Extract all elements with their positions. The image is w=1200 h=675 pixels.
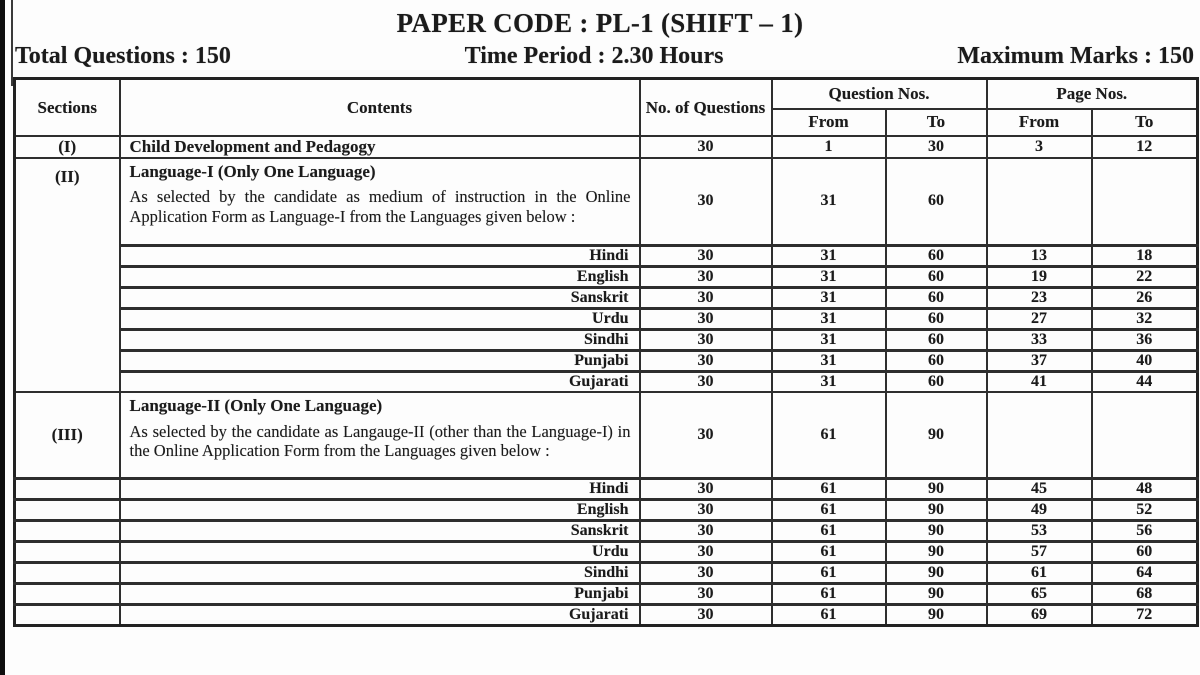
num-cell: 12 xyxy=(1092,136,1198,158)
num-cell: 60 xyxy=(886,351,987,372)
num-cell: 90 xyxy=(886,583,987,604)
num-cell: 30 xyxy=(640,583,772,604)
num-cell: 30 xyxy=(640,392,772,478)
num-cell: 19 xyxy=(987,267,1092,288)
num-cell: 41 xyxy=(987,372,1092,393)
section-row-II xyxy=(15,158,1198,246)
num-cell: 31 xyxy=(772,372,886,393)
language-row xyxy=(15,351,1198,372)
section-contents xyxy=(120,392,640,478)
col-header-page-to: To xyxy=(1092,109,1198,136)
language-row xyxy=(15,478,1198,499)
table-header xyxy=(15,79,1198,136)
num-cell xyxy=(987,158,1092,246)
num-cell: 61 xyxy=(772,583,886,604)
num-cell: 18 xyxy=(1092,246,1198,267)
language-name: Sindhi xyxy=(120,562,640,583)
num-cell: 30 xyxy=(640,330,772,351)
num-cell: 27 xyxy=(987,309,1092,330)
language-row xyxy=(15,267,1198,288)
num-cell: 61 xyxy=(772,541,886,562)
language-name: Sanskrit xyxy=(120,520,640,541)
section-row-III xyxy=(15,392,1198,478)
num-cell: 30 xyxy=(640,604,772,625)
num-cell: 31 xyxy=(772,309,886,330)
num-cell: 30 xyxy=(640,309,772,330)
language-row xyxy=(15,604,1198,625)
num-cell xyxy=(1092,158,1198,246)
num-cell: 60 xyxy=(886,288,987,309)
num-cell: 30 xyxy=(640,267,772,288)
num-cell: 31 xyxy=(772,351,886,372)
num-cell: 30 xyxy=(640,478,772,499)
language-row xyxy=(15,288,1198,309)
maximum-marks-label: Maximum Marks : 150 xyxy=(957,43,1194,69)
section-label-empty xyxy=(15,583,120,604)
num-cell: 69 xyxy=(987,604,1092,625)
section-label-empty xyxy=(15,478,120,499)
col-header-page-nos: Page Nos. xyxy=(987,79,1198,109)
num-cell: 90 xyxy=(886,520,987,541)
num-cell: 36 xyxy=(1092,330,1198,351)
language-name: Gujarati xyxy=(120,372,640,393)
language-name: English xyxy=(120,267,640,288)
language-row xyxy=(15,246,1198,267)
num-cell: 32 xyxy=(1092,309,1198,330)
section-description: As selected by the candidate as medium of instruction in the Online Application Form as Language-I from the Languages given below : xyxy=(129,187,631,226)
num-cell: 61 xyxy=(772,520,886,541)
num-cell: 30 xyxy=(640,562,772,583)
num-cell: 61 xyxy=(772,392,886,478)
num-cell: 60 xyxy=(886,158,987,246)
num-cell: 61 xyxy=(772,604,886,625)
section-label-empty xyxy=(15,499,120,520)
col-header-question-nos: Question Nos. xyxy=(772,79,987,109)
num-cell: 31 xyxy=(772,267,886,288)
section-title: Language-I (Only One Language) xyxy=(129,161,376,181)
num-cell: 72 xyxy=(1092,604,1198,625)
language-row xyxy=(15,372,1198,393)
num-cell: 22 xyxy=(1092,267,1198,288)
section-contents xyxy=(120,158,640,246)
num-cell: 37 xyxy=(987,351,1092,372)
section-label-empty xyxy=(15,562,120,583)
num-cell: 56 xyxy=(1092,520,1198,541)
num-cell: 65 xyxy=(987,583,1092,604)
language-row xyxy=(15,309,1198,330)
num-cell: 30 xyxy=(640,136,772,158)
paper-structure-table xyxy=(13,77,1199,627)
total-questions-label: Total Questions : 150 xyxy=(15,43,231,69)
language-row xyxy=(15,499,1198,520)
num-cell: 31 xyxy=(772,246,886,267)
num-cell: 90 xyxy=(886,604,987,625)
num-cell xyxy=(1092,392,1198,478)
section-label: (III) xyxy=(15,392,120,478)
table-body xyxy=(15,136,1198,626)
num-cell: 61 xyxy=(987,562,1092,583)
col-header-no-of-questions: No. of Questions xyxy=(640,79,772,136)
num-cell: 26 xyxy=(1092,288,1198,309)
language-name: Urdu xyxy=(120,309,640,330)
language-row xyxy=(15,330,1198,351)
language-name: Hindi xyxy=(120,246,640,267)
language-name: Gujarati xyxy=(120,604,640,625)
num-cell: 60 xyxy=(886,309,987,330)
num-cell: 31 xyxy=(772,158,886,246)
num-cell: 13 xyxy=(987,246,1092,267)
num-cell: 64 xyxy=(1092,562,1198,583)
section-contents xyxy=(120,136,640,158)
section-label-empty xyxy=(15,604,120,625)
num-cell: 60 xyxy=(886,372,987,393)
col-header-question-to: To xyxy=(886,109,987,136)
section-row-I xyxy=(15,136,1198,158)
paper-code-title: PAPER CODE : PL-1 (SHIFT – 1) xyxy=(396,8,804,38)
num-cell: 30 xyxy=(640,520,772,541)
section-title: Child Development and Pedagogy xyxy=(129,136,376,156)
num-cell: 40 xyxy=(1092,351,1198,372)
num-cell: 52 xyxy=(1092,499,1198,520)
section-label-empty xyxy=(15,541,120,562)
num-cell: 30 xyxy=(886,136,987,158)
num-cell: 90 xyxy=(886,478,987,499)
language-name: English xyxy=(120,499,640,520)
col-header-sections: Sections xyxy=(15,79,120,136)
num-cell: 61 xyxy=(772,499,886,520)
num-cell: 31 xyxy=(772,288,886,309)
language-name: Sindhi xyxy=(120,330,640,351)
language-name: Punjabi xyxy=(120,583,640,604)
num-cell: 68 xyxy=(1092,583,1198,604)
section-label: (II) xyxy=(15,158,120,393)
num-cell: 61 xyxy=(772,478,886,499)
time-period-label: Time Period : 2.30 Hours xyxy=(464,43,724,69)
num-cell: 61 xyxy=(772,562,886,583)
language-name: Sanskrit xyxy=(120,288,640,309)
num-cell: 33 xyxy=(987,330,1092,351)
num-cell: 23 xyxy=(987,288,1092,309)
num-cell: 30 xyxy=(640,246,772,267)
num-cell: 60 xyxy=(886,246,987,267)
num-cell: 44 xyxy=(1092,372,1198,393)
num-cell: 60 xyxy=(1092,541,1198,562)
section-label-empty xyxy=(15,520,120,541)
num-cell: 45 xyxy=(987,478,1092,499)
num-cell: 60 xyxy=(886,267,987,288)
scan-page-border-line xyxy=(11,0,13,86)
language-row xyxy=(15,562,1198,583)
num-cell: 90 xyxy=(886,499,987,520)
num-cell: 57 xyxy=(987,541,1092,562)
language-row xyxy=(15,520,1198,541)
language-row xyxy=(15,541,1198,562)
num-cell: 30 xyxy=(640,288,772,309)
language-name: Urdu xyxy=(120,541,640,562)
section-label: (I) xyxy=(15,136,120,158)
num-cell: 48 xyxy=(1092,478,1198,499)
num-cell: 1 xyxy=(772,136,886,158)
num-cell: 3 xyxy=(987,136,1092,158)
header-row-top xyxy=(15,79,1198,109)
num-cell: 30 xyxy=(640,351,772,372)
num-cell: 60 xyxy=(886,330,987,351)
section-description: As selected by the candidate as Langauge-II (other than the Language-I) in the Online Application Form from the Languages given below : xyxy=(129,421,631,461)
col-header-page-from: From xyxy=(987,109,1092,136)
num-cell: 53 xyxy=(987,520,1092,541)
num-cell: 90 xyxy=(886,562,987,583)
language-row xyxy=(15,583,1198,604)
section-title: Language-II (Only One Language) xyxy=(129,396,383,415)
col-header-contents: Contents xyxy=(120,79,640,136)
num-cell: 30 xyxy=(640,541,772,562)
num-cell: 31 xyxy=(772,330,886,351)
scan-edge-bar xyxy=(0,0,5,675)
col-header-question-from: From xyxy=(772,109,886,136)
exam-info-row xyxy=(0,43,1200,70)
num-cell: 90 xyxy=(886,541,987,562)
num-cell: 30 xyxy=(640,158,772,246)
num-cell: 49 xyxy=(987,499,1092,520)
num-cell: 30 xyxy=(640,499,772,520)
num-cell xyxy=(987,392,1092,478)
num-cell: 90 xyxy=(886,392,987,478)
language-name: Hindi xyxy=(120,478,640,499)
language-name: Punjabi xyxy=(120,351,640,372)
num-cell: 30 xyxy=(640,372,772,393)
